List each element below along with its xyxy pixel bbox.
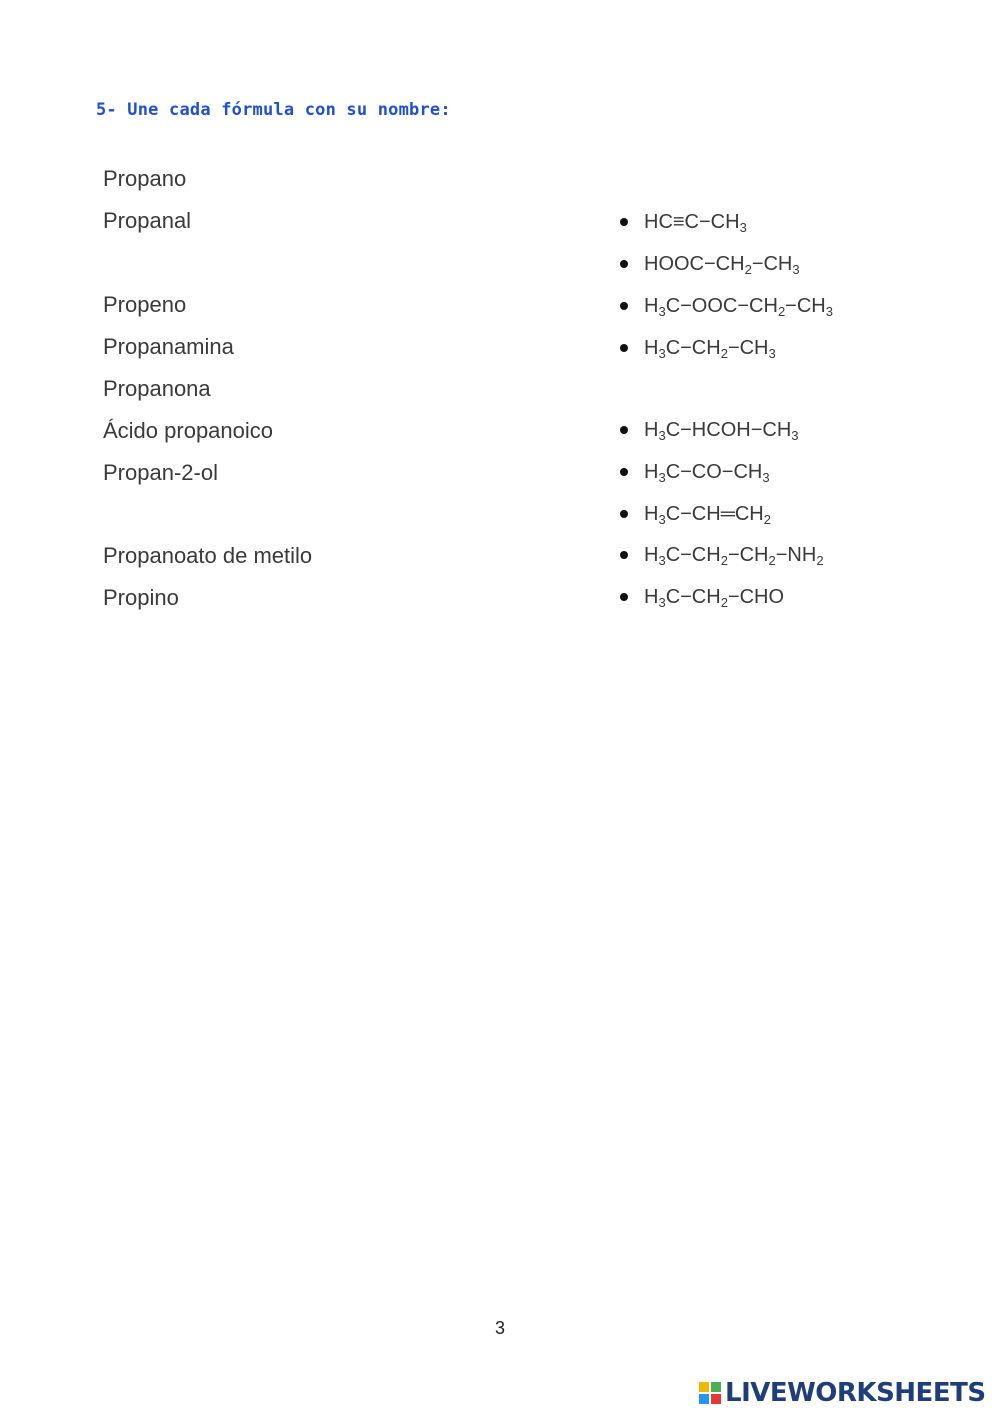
page-number: 3 xyxy=(494,1318,505,1338)
formula-item xyxy=(620,333,776,363)
name-item: Propanoato de metilo xyxy=(103,543,313,568)
exercise-heading: 5- Une cada fórmula con su nombre: xyxy=(96,100,451,120)
formula-item xyxy=(620,249,800,279)
bullet-dot-icon xyxy=(620,302,628,310)
formula-item xyxy=(620,499,771,529)
bullet-dot-icon xyxy=(620,510,628,518)
formula-item xyxy=(620,415,799,445)
formula-text: $H_3C-CO-CH_3$ xyxy=(644,460,770,485)
liveworksheets-logo-icon xyxy=(698,1381,722,1405)
formula-text: $H_3C-CH_2-CHO$ xyxy=(644,585,785,610)
name-item: Propanona xyxy=(103,376,211,401)
formula-item xyxy=(620,291,833,321)
bullet-dot-icon xyxy=(620,344,628,352)
liveworksheets-logo[interactable] xyxy=(698,1378,986,1408)
formula-text: $HOOC-CH_2-CH_3$ xyxy=(644,252,800,277)
formula-item xyxy=(620,207,747,237)
name-item: Propan-2-ol xyxy=(103,460,218,485)
bullet-dot-icon xyxy=(620,218,628,226)
formula-text: $H_3C-CH_2-CH_2-NH_2$ xyxy=(644,543,824,568)
name-item: Propano xyxy=(103,166,187,191)
formula-text: $H_3C-CH_2-CH_3$ xyxy=(644,336,776,361)
logo-wordmark: LIVEWORKSHEETS xyxy=(725,1378,986,1408)
bullet-dot-icon xyxy=(620,551,628,559)
formula-text: $HC\equiv C-CH_3$ xyxy=(644,210,747,235)
formula-item xyxy=(620,540,824,570)
bullet-dot-icon xyxy=(620,468,628,476)
name-item: Ácido propanoico xyxy=(103,418,274,443)
name-item: Propanal xyxy=(103,208,192,233)
formula-text: $H_3C-OOC-CH_2-CH_3$ xyxy=(644,294,833,319)
formula-item xyxy=(620,582,784,612)
bullet-dot-icon xyxy=(620,426,628,434)
formula-item xyxy=(620,457,770,487)
name-item: Propanamina xyxy=(103,334,234,359)
bullet-dot-icon xyxy=(620,593,628,601)
formula-text: $H_3C-CH═CH_2$ xyxy=(644,502,771,527)
bullet-dot-icon xyxy=(620,260,628,268)
formula-text: $H_3C-HCOH-CH_3$ xyxy=(644,418,799,443)
name-item: Propeno xyxy=(103,292,187,317)
name-item: Propino xyxy=(103,585,179,610)
